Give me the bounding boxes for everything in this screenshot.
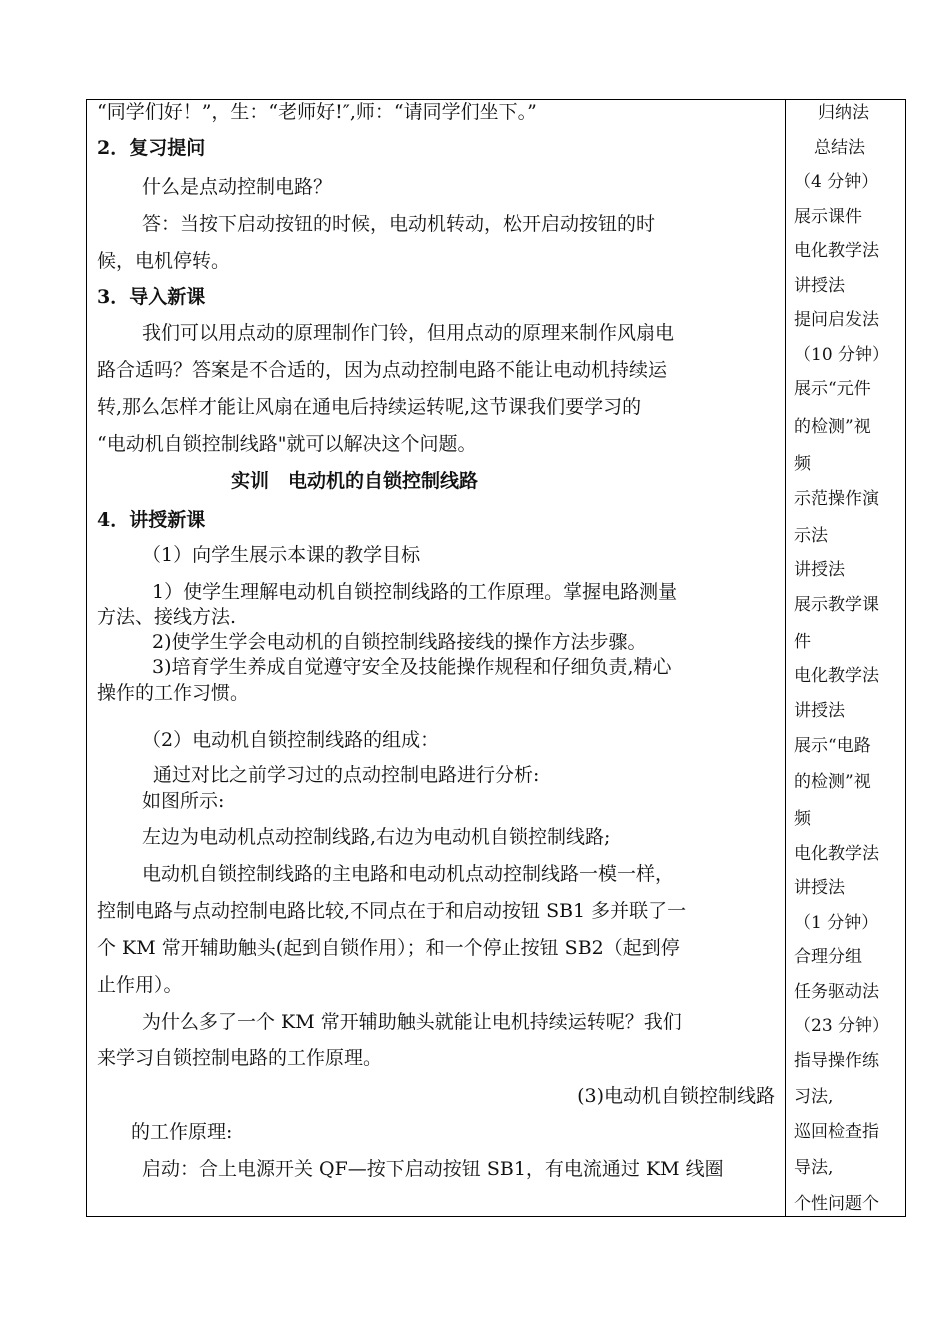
method-item: 的检测”视 <box>794 772 871 792</box>
question-paragraph-line-2: 来学习自锁控制电路的工作原理。 <box>97 1047 383 1069</box>
time-item: （10 分钟） <box>794 345 890 365</box>
objective-1-line-2: 方法、接线方法. <box>97 606 237 628</box>
method-item: 电化教学法 <box>794 844 879 864</box>
review-question: 什么是点动控制电路？ <box>142 176 333 198</box>
method-item: 总结法 <box>814 138 865 158</box>
figure-description: 左边为电动机点动控制线路,右边为电动机自锁控制线路; <box>142 826 611 848</box>
column-divider <box>785 100 786 1216</box>
comparison-paragraph-line-3: 个 KM 常开辅助触头(起到自锁作用）；和一个停止按钮 SB2（起到停 <box>97 937 680 959</box>
method-item: 讲授法 <box>794 276 845 296</box>
method-item: 指导操作练 <box>794 1051 879 1071</box>
method-item: 巡回检查指 <box>794 1122 879 1142</box>
comparison-paragraph-line-4: 止作用）。 <box>97 974 183 996</box>
method-item: 任务驱动法 <box>794 982 879 1002</box>
method-item: 频 <box>794 809 811 829</box>
section-heading-intro: 3．导入新课 <box>97 286 206 308</box>
method-item: 习法, <box>794 1087 834 1107</box>
method-item: 提问启发法 <box>794 310 879 330</box>
lesson-plan-table <box>86 99 906 1217</box>
objective-2: 2)使学生学会电动机的自锁控制线路接线的操作方法步骤。 <box>152 631 647 653</box>
method-item: 个性问题个 <box>794 1194 879 1214</box>
working-principle-heading-line-1: (3)电动机自锁控制线路 <box>577 1085 775 1107</box>
intro-paragraph-line-1: 我们可以用点动的原理制作门铃，但用点动的原理来制作风扇电 <box>142 322 675 344</box>
method-item: 电化教学法 <box>794 666 879 686</box>
method-item: 展示教学课 <box>794 595 879 615</box>
time-item: （4 分钟） <box>794 172 879 192</box>
method-item: 展示课件 <box>794 207 862 227</box>
startup-description: 启动：合上电源开关 QF—按下启动按钮 SB1，有电流通过 KM 线圈 <box>142 1158 724 1180</box>
section-heading-new-lesson: 4．讲授新课 <box>97 509 206 531</box>
objective-3-line-2: 操作的工作习惯。 <box>97 682 250 704</box>
as-shown-in-figure: 如图所示: <box>142 790 225 812</box>
method-item: 示法 <box>794 526 828 546</box>
greeting-line: “同学们好！”，生：“老师好!″,师：“请同学们坐下。” <box>97 101 537 123</box>
comparison-paragraph-line-2: 控制电路与点动控制电路比较,不同点在于和启动按钮 SB1 多并联了一 <box>97 900 687 922</box>
time-item: （1 分钟） <box>794 913 879 933</box>
method-item: 导法, <box>794 1158 834 1178</box>
review-answer-line-1: 答：当按下启动按钮的时候，电动机转动，松开启动按钮的时 <box>142 213 656 235</box>
objective-3-line-1: 3)培育学生养成自觉遵守安全及技能操作规程和仔细负责,精心 <box>152 656 672 678</box>
method-item: 的检测”视 <box>794 417 871 437</box>
time-item: （23 分钟） <box>794 1016 890 1036</box>
method-item: 频 <box>794 454 811 474</box>
method-item: 电化教学法 <box>794 241 879 261</box>
method-item: 归纳法 <box>818 103 869 123</box>
method-item: 展示“电路 <box>794 736 871 756</box>
intro-paragraph-line-3: 转,那么怎样才能让风扇在通电后持续运转呢,这节课我们要学习的 <box>97 396 642 418</box>
method-item: 讲授法 <box>794 878 845 898</box>
method-item: 合理分组 <box>794 947 862 967</box>
method-item: 展示“元件 <box>794 379 871 399</box>
method-item: 讲授法 <box>794 701 845 721</box>
objectives-heading: （1）向学生展示本课的教学目标 <box>142 544 421 566</box>
method-item: 讲授法 <box>794 560 845 580</box>
composition-heading: （2）电动机自锁控制线路的组成： <box>142 729 440 751</box>
method-item: 件 <box>794 632 811 652</box>
working-principle-heading-line-2: 的工作原理: <box>131 1121 233 1143</box>
section-heading-review: 2．复习提问 <box>97 137 206 159</box>
intro-paragraph-line-4: “电动机自锁控制线路"就可以解决这个问题。 <box>97 433 477 455</box>
lesson-title: 实训 电动机的自锁控制线路 <box>231 470 479 492</box>
objective-1-line-1: 1）使学生理解电动机自锁控制线路的工作原理。掌握电路测量 <box>152 581 678 603</box>
review-answer-line-2: 候，电机停转。 <box>97 250 231 272</box>
intro-paragraph-line-2: 路合适吗？答案是不合适的，因为点动控制电路不能让电动机持续运 <box>97 359 668 381</box>
comparison-paragraph-line-1: 电动机自锁控制线路的主电路和电动机点动控制线路一模一样， <box>142 863 675 885</box>
comparison-intro: 通过对比之前学习过的点动控制电路进行分析: <box>153 764 540 786</box>
method-item: 示范操作演 <box>794 489 879 509</box>
question-paragraph-line-1: 为什么多了一个 KM 常开辅助触头就能让电机持续运转呢？我们 <box>142 1011 682 1033</box>
